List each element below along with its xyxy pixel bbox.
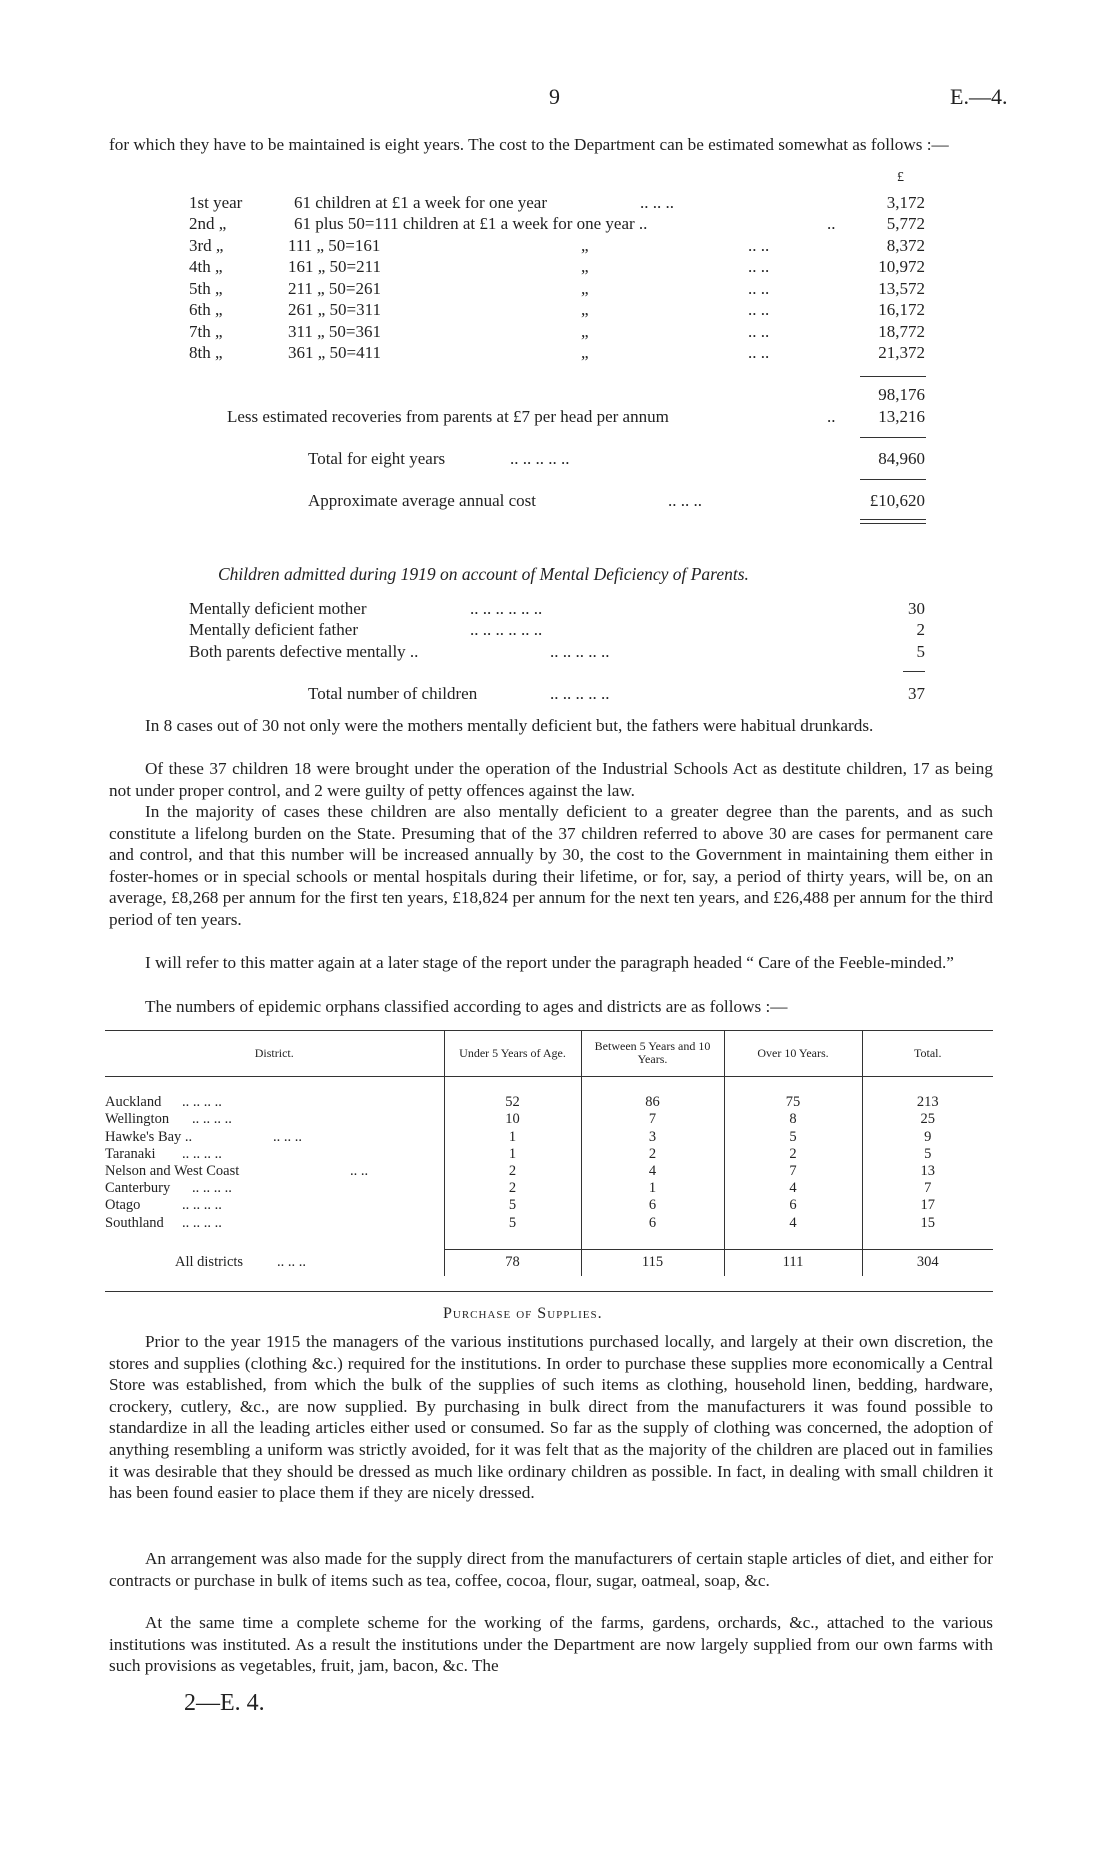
district-dots: .. .. .. .. [182,1197,222,1214]
under-5-cell: 5 [444,1215,581,1232]
between-5-10-cell: 6 [581,1215,724,1232]
ditto-mark: „ [581,300,589,319]
cost-desc: 361 „ 50=411 [288,343,382,362]
district-name: Wellington [105,1111,170,1128]
average-label: Approximate average annual cost [308,491,536,510]
ditto-mark: „ [581,257,589,276]
total-eight-years-amount: 84,960 [878,449,925,468]
over-10-total: 111 [724,1250,862,1276]
mental-total-dots: .. .. .. .. .. [550,684,610,703]
cost-amount: 10,972 [878,257,925,276]
under-5-cell: 2 [444,1180,581,1197]
cost-amount: 8,372 [886,236,925,255]
table-row [105,1094,993,1111]
cost-amount: 13,572 [878,279,925,298]
column-header-total: Total. [862,1030,993,1077]
mental-dots: .. .. .. .. .. [550,642,610,661]
between-5-10-cell: 6 [581,1197,724,1214]
page-number: 9 [549,84,560,109]
column-header-district: District. [254,1045,294,1060]
total-dots: .. .. .. .. .. [510,449,570,468]
between-5-10-cell: 3 [581,1129,724,1146]
district-table [105,1030,993,1276]
cost-amount: 16,172 [878,300,925,319]
district-name: Canterbury [105,1180,171,1197]
mental-label: Mentally deficient father [189,620,358,639]
all-districts-dots: .. .. .. [277,1253,306,1270]
intro-paragraph: for which they have to be maintained is eight years. The cost to the Department can be estimated somewhat as follows :— [109,135,949,154]
total-cell: 9 [862,1129,993,1146]
cost-dots: .. [827,214,836,233]
paragraph: In the majority of cases these children are also mentally deficient to a greater degree than the parents, and as such constitute a lifelong burden on the State. Presuming that of the 37 children referred to above 30 are cases for permanent care and control, and that this number will be increased annually by 30, the cost to the Government in maintaining them either in foster-homes or in special schools or mental hospitals during their lifetime, or for, say, a period of thirty years, will be, on an average, £8,268 per annum for the first ten years, £18,824 per annum for the next ten years, and £26,488 per annum for the third period of ten years. [109,802,993,929]
ditto-mark: „ [581,279,589,298]
cost-desc: 311 „ 50=361 [288,322,382,341]
district-dots: .. .. .. .. [182,1145,222,1162]
cost-dots: .. .. [748,300,770,319]
district-name: Nelson and West Coast [105,1163,240,1179]
district-dots: .. .. .. .. [182,1214,222,1231]
table-bottom-rule [105,1291,993,1292]
rule [860,479,926,480]
table-row [105,1215,993,1232]
paragraph: An arrangement was also made for the supply direct from the manufacturers of certain staple articles of diet, and either for contracts or purchase in bulk of items such as tea, coffee, cocoa, flour, sugar, oatmeal, soap, &c. [109,1549,993,1590]
double-rule [860,519,926,520]
table-row [105,1111,993,1128]
mental-dots: .. .. .. .. .. .. [470,620,543,639]
column-header-under-5: Under 5 Years of Age. [444,1030,581,1077]
district-dots: .. .. .. [273,1128,302,1145]
cost-year: 4th „ [189,257,223,276]
column-header-over-10: Over 10 Years. [724,1030,862,1077]
under-5-total: 78 [444,1250,581,1276]
total-cell: 7 [862,1180,993,1197]
total-cell: 17 [862,1197,993,1214]
document-code: E.—4. [950,84,1008,109]
over-10-cell: 75 [724,1094,862,1111]
table-row [105,1163,993,1180]
cost-dots: .. .. .. [640,193,674,212]
mental-value: 30 [908,599,925,618]
paragraph: I will refer to this matter again at a later stage of the report under the paragraph headed “ Care of the Feeble-minded.” [145,953,954,972]
district-name: Otago [105,1197,141,1214]
total-cell: 25 [862,1111,993,1128]
mental-label: Mentally deficient mother [189,599,367,618]
mental-value: 2 [916,620,925,639]
paragraph: In 8 cases out of 30 not only were the mothers mentally deficient but, the fathers were habitual drunkards. [145,716,874,735]
all-districts-label: All districts [175,1253,244,1270]
cost-desc: 261 „ 50=311 [288,300,382,319]
district-dots: .. .. .. .. [192,1111,232,1128]
between-5-10-cell: 4 [581,1163,724,1180]
cost-amount: 21,372 [878,343,925,362]
over-10-cell: 8 [724,1111,862,1128]
average-dots: .. .. .. [668,491,702,510]
total-cell: 15 [862,1215,993,1232]
cost-year: 8th „ [189,343,223,362]
cost-desc: 161 „ 50=211 [288,257,382,276]
paragraph: Prior to the year 1915 the managers of the various institutions purchased locally, and largely at their own discretion, the stores and supplies (clothing &c.) required for the institutions. In order to purchase these supplies more economically a Central Store was established, from which the bulk of the supplies of such items as clothing, household linen, bedding, hardware, crockery, cutlery, &c., are now supplied. By purchasing in bulk direct from the manufacturers it was found possible to standardize in all the leading articles either used or consumed. So far as the supply of clothing was concerned, the adoption of anything resembling a uniform was strictly avoided, for it was felt that as the majority of the children are placed out in families it was desirable that they should be dressed as much like ordinary children as possible. In fact, in dealing with small children it has been found easier to place them if they are nicely dressed. [109,1332,993,1503]
paragraph: At the same time a complete scheme for the working of the farms, gardens, orchards, &c., attached to the various institutions was instituted. As a result the institutions under the Department are now largely supplied from our own farms with such provisions as vegetables, fruit, jam, bacon, &c. The [109,1613,993,1676]
between-5-10-cell: 86 [581,1094,724,1111]
under-5-cell: 1 [444,1129,581,1146]
table-row [105,1197,993,1214]
less-dots: .. [827,407,836,426]
less-amount: 13,216 [878,407,925,426]
total-cell: 213 [862,1094,993,1111]
section-heading: Purchase of Supplies. [443,1305,603,1322]
district-dots: .. .. .. .. [192,1180,232,1197]
total-cell: 13 [862,1163,993,1180]
cost-amount: 3,172 [886,193,925,212]
over-10-cell: 4 [724,1215,862,1232]
table-row [105,1146,993,1163]
ditto-mark: „ [581,236,589,255]
rule [860,437,926,438]
total-cell: 5 [862,1146,993,1163]
over-10-cell: 2 [724,1146,862,1163]
cost-desc: 211 „ 50=261 [288,279,382,298]
over-10-cell: 5 [724,1129,862,1146]
cost-year: 3rd „ [189,236,224,255]
paragraph: The numbers of epidemic orphans classified according to ages and districts are as follows :— [145,997,788,1016]
cost-year: 7th „ [189,322,223,341]
mental-total-value: 37 [908,684,925,703]
cost-dots: .. .. [748,236,770,255]
cost-year: 1st year [189,193,243,212]
over-10-cell: 4 [724,1180,862,1197]
over-10-cell: 6 [724,1197,862,1214]
district-dots: .. .. [350,1163,369,1179]
mental-table-title: Children admitted during 1919 on account of Mental Deficiency of Parents. [218,564,749,584]
cost-desc: 61 children at £1 a week for one year [294,193,547,212]
cost-dots: .. .. [748,343,770,362]
grand-total: 304 [862,1250,993,1276]
between-5-10-cell: 1 [581,1180,724,1197]
mental-dots: .. .. .. .. .. .. [470,599,543,618]
signature-mark: 2—E. 4. [184,1690,265,1716]
cost-year: 6th „ [189,300,223,319]
district-name: Auckland [105,1094,162,1111]
cost-desc: 111 „ 50=161 [288,236,381,255]
total-eight-years-label: Total for eight years [308,449,446,468]
mental-label: Both parents defective mentally .. [189,642,419,661]
table-row [105,1129,993,1146]
mental-value: 5 [916,642,925,661]
currency-symbol: £ [897,170,904,185]
cost-amount: 5,772 [886,214,925,233]
subtotal-amount: 98,176 [878,385,925,404]
under-5-cell: 5 [444,1197,581,1214]
cost-amount: 18,772 [878,322,925,341]
district-name: Southland [105,1214,164,1231]
rule [903,671,925,672]
paragraph: Of these 37 children 18 were brought under the operation of the Industrial Schools Act as destitute children, 17 as being not under proper control, and 2 were guilty of petty offences against the law. [109,759,993,800]
table-row [105,1180,993,1197]
between-5-10-cell: 7 [581,1111,724,1128]
cost-desc: 61 plus 50=111 children at £1 a week for one year .. [294,214,648,233]
between-5-10-total: 115 [581,1250,724,1276]
totals-row [105,1250,993,1276]
under-5-cell: 2 [444,1163,581,1180]
district-dots: .. .. .. .. [182,1094,222,1111]
cost-dots: .. .. [748,257,770,276]
under-5-cell: 1 [444,1146,581,1163]
mental-total-label: Total number of children [308,684,478,703]
between-5-10-cell: 2 [581,1146,724,1163]
ditto-mark: „ [581,343,589,362]
cost-dots: .. .. [748,279,770,298]
cost-dots: .. .. [748,322,770,341]
average-amount: £10,620 [869,491,925,510]
column-header-between-5-10: Between 5 Years and 10 Years. [581,1030,724,1077]
less-label: Less estimated recoveries from parents at £7 per head per annum [227,407,669,426]
cost-year: 2nd „ [189,214,227,233]
ditto-mark: „ [581,322,589,341]
rule [860,376,926,377]
under-5-cell: 10 [444,1111,581,1128]
over-10-cell: 7 [724,1163,862,1180]
cost-year: 5th „ [189,279,223,298]
double-rule [860,523,926,524]
district-name: Taranaki [105,1145,156,1162]
under-5-cell: 52 [444,1094,581,1111]
district-name: Hawke's Bay .. [105,1128,193,1145]
